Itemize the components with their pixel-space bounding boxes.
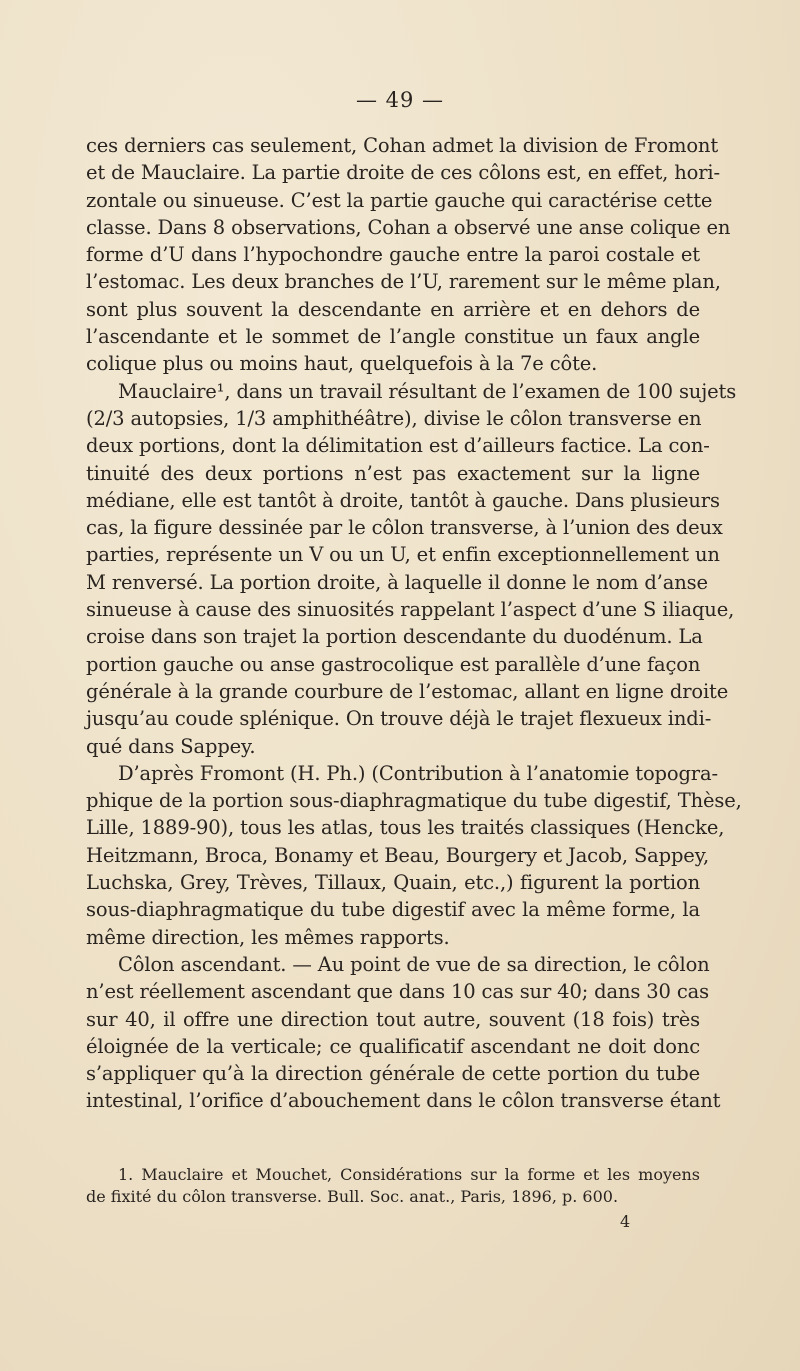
text-line: portion gauche ou anse gastrocolique est parallèle d’une façon — [86, 652, 701, 676]
text-line: parties, représente un V ou un U, et enfin exceptionnellement un — [86, 543, 720, 567]
text-line: phique de la portion sous-diaphragmatique du tube digestif, Thèse, — [86, 789, 742, 813]
text-line: deux portions, dont la délimitation est d’ailleurs factice. La con- — [86, 434, 710, 458]
text-line: Lille, 1889-90), tous les atlas, tous les traités classiques (Hencke, — [86, 816, 725, 840]
text-line: sont plus souvent la descendante en arrière et en dehors de — [86, 297, 700, 321]
paragraph-4 — [86, 951, 721, 1115]
text-line: forme d’U dans l’hypochondre gauche entre la paroi costale et — [86, 243, 700, 267]
text-line: sinueuse à cause des sinuosités rappelant l’aspect d’une S iliaque, — [86, 598, 735, 622]
text-line: jusqu’au coude splénique. On trouve déjà le trajet flexueux indi- — [86, 707, 712, 731]
text-line: l’estomac. Les deux branches de l’U, rarement sur le même plan, — [86, 270, 721, 294]
text-line: colique plus ou moins haut, quelquefois à la 7e côte. — [86, 352, 598, 376]
text-line: même direction, les mêmes rapports. — [86, 925, 450, 949]
text-line: médiane, elle est tantôt à droite, tantôt à gauche. Dans plusieurs — [86, 488, 720, 512]
text-line: générale à la grande courbure de l’estomac, allant en ligne droite — [86, 679, 729, 703]
page-number: — 49 — — [355, 88, 445, 112]
text-line: classe. Dans 8 observations, Cohan a observé une anse colique en — [86, 215, 731, 239]
text-line: sous-diaphragmatique du tube digestif avec la même forme, la — [86, 898, 700, 922]
text-line: n’est réellement ascendant que dans 10 cas sur 40; dans 30 cas — [86, 980, 709, 1004]
text-line: Heitzmann, Broca, Bonamy et Beau, Bourgery et Jacob, Sappey, — [86, 843, 710, 867]
text-line: s’appliquer qu’à la direction générale de cette portion du tube — [86, 1062, 700, 1086]
text-line: D’après Fromont (H. Ph.) (Contribution à l’anatomie topogra- — [118, 761, 718, 785]
body-text — [86, 132, 742, 1115]
text-line: croise dans son trajet la portion descendante du duodénum. La — [86, 625, 703, 649]
footnotes — [86, 1164, 700, 1208]
text-line: cas, la figure dessinée par le côlon transverse, à l’union des deux — [86, 516, 723, 540]
footnote-line: de fixité du côlon transverse. Bull. Soc. anat., Paris, 1896, p. 600. — [86, 1187, 619, 1206]
text-line: Mauclaire¹, dans un travail résultant de l’examen de 100 sujets — [118, 379, 737, 403]
text-line: M renversé. La portion droite, à laquelle il donne le nom d’anse — [86, 570, 708, 594]
footnote-line: 1. Mauclaire et Mouchet, Considérations sur la forme et les moyens — [118, 1165, 700, 1184]
text-line: tinuité des deux portions n’est pas exactement sur la ligne — [86, 461, 700, 485]
text-line: (2/3 autopsies, 1/3 amphithéâtre), divise le côlon transverse en — [86, 406, 702, 430]
signature-mark: 4 — [620, 1212, 631, 1231]
paragraph-3 — [86, 760, 742, 951]
text-line: zontale ou sinueuse. C’est la partie gauche qui caractérise cette — [86, 188, 713, 212]
text-line: Côlon ascendant. — Au point de vue de sa direction, le côlon — [118, 952, 710, 976]
text-line: intestinal, l’orifice d’abouchement dans le côlon transverse étant — [86, 1089, 721, 1113]
text-line: sur 40, il offre une direction tout autre, souvent (18 fois) très — [86, 1007, 700, 1031]
text-line: qué dans Sappey. — [86, 734, 256, 758]
paragraph-1 — [86, 132, 731, 378]
paragraph-2 — [86, 378, 737, 760]
text-line: éloignée de la verticale; ce qualificatif ascendant ne doit donc — [86, 1034, 700, 1058]
text-line: l’ascendante et le sommet de l’angle constitue un faux angle — [86, 325, 700, 349]
text-line: Luchska, Grey, Trèves, Tillaux, Quain, etc.,) figurent la portion — [86, 871, 700, 895]
text-line: et de Mauclaire. La partie droite de ces côlons est, en effet, hori- — [86, 161, 720, 185]
text-line: ces derniers cas seulement, Cohan admet la division de Fromont — [86, 134, 719, 157]
